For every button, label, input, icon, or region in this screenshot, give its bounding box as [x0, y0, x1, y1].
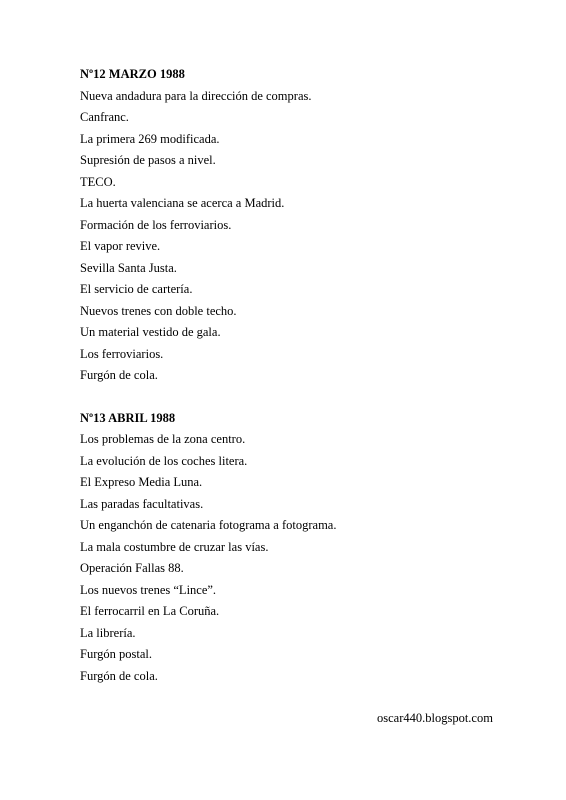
article-title: La evolución de los coches litera.	[80, 453, 248, 468]
article-title: TECO.	[80, 174, 116, 189]
article-title: Canfranc.	[80, 110, 129, 124]
article-title: Un material vestido de gala.	[80, 325, 221, 339]
article-title: La primera 269 modificada.	[80, 131, 220, 146]
article-title: Formación de los ferroviarios.	[80, 217, 232, 232]
article-title: Los nuevos trenes “Lince”.	[80, 582, 217, 597]
article-title: El servicio de cartería.	[80, 282, 193, 296]
article-title: La huerta valenciana se acerca a Madrid.	[80, 196, 285, 210]
article-title: El vapor revive.	[80, 239, 161, 253]
document-page	[80, 64, 526, 687]
issue-section-12	[80, 64, 526, 387]
article-title: El ferrocarril en La Coruña.	[80, 604, 220, 618]
article-title: Furgón de cola.	[80, 368, 158, 382]
article-title: Furgón de cola.	[80, 668, 158, 683]
article-title: La librería.	[80, 625, 136, 640]
article-title: Operación Fallas 88.	[80, 561, 184, 575]
issue-section-13	[80, 408, 526, 688]
footer-blog-url: oscar440.blogspot.com	[377, 711, 493, 725]
article-title: Supresión de pasos a nivel.	[80, 153, 216, 167]
article-title: La mala costumbre de cruzar las vías.	[80, 539, 269, 554]
article-title: Las paradas facultativas.	[80, 496, 204, 511]
article-title: Nueva andadura para la dirección de compras.	[80, 88, 312, 103]
article-title: Los ferroviarios.	[80, 346, 164, 361]
article-title: Sevilla Santa Justa.	[80, 260, 177, 275]
article-title: Los problemas de la zona centro.	[80, 432, 246, 446]
article-title: Un enganchón de catenaria fotograma a fotograma.	[80, 518, 337, 532]
issue-heading: Nº12 MARZO 1988	[80, 67, 185, 81]
article-title: El Expreso Media Luna.	[80, 475, 203, 489]
article-title: Nuevos trenes con doble techo.	[80, 303, 237, 318]
article-title: Furgón postal.	[80, 647, 152, 661]
issue-heading: Nº13 ABRIL 1988	[80, 410, 176, 425]
